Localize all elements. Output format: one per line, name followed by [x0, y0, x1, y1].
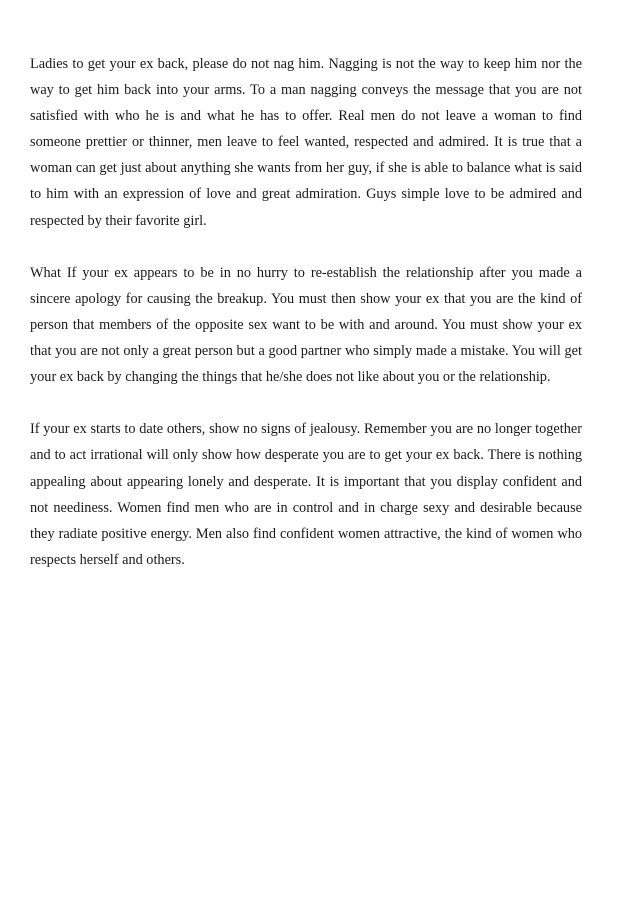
paragraph-jealousy: If your ex starts to date others, show no signs of jealousy. Remember you are no longer together and to act irrational will only show how desperate you are to get your ex back. There is nothing appealing about appearing lonely and desperate. It is important that you display confident and not neediness. Women find men who are in control and in charge sexy and desirable because they radiate positive energy. Men also find confident women attractive, the kind of women who respects herself and others.	[30, 421, 582, 568]
paragraph-nagging: Ladies to get your ex back, please do not nag him. Nagging is not the way to keep him nor the way to get him back into your arms. To a man nagging conveys the message that you are not satisfied with who he is and what he has to offer. Real men do not leave a woman to find someone prettier or thinner, men leave to feel wanted, respected and admired. It is true that a woman can get just about anything she wants from her guy, if she is able to balance what is said to him with an expression of love and great admiration. Guys simple love to be admired and respected by their favorite girl.	[30, 56, 582, 229]
paragraph-apology: What If your ex appears to be in no hurry to re-establish the relationship after you made a sincere apology for causing the breakup. You must then show your ex that you are the kind of person that members of the opposite sex want to be with and around. You must show your ex that you are not only a great person but a good partner who simply made a mistake. You will get your ex back by changing the things that he/she does not like about you or the relationship.	[30, 264, 582, 386]
document-body	[30, 51, 582, 573]
